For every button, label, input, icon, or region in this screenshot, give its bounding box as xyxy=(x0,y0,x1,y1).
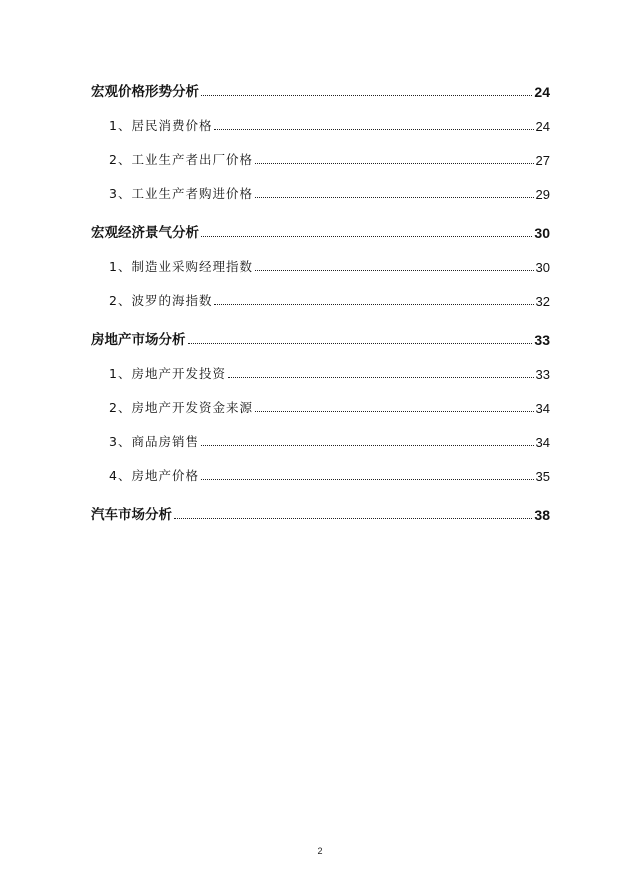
toc-entry-section[interactable] xyxy=(91,217,550,241)
toc-entry-page: 33 xyxy=(534,332,550,348)
toc-entry-title: 宏观经济景气分析 xyxy=(91,225,199,241)
dot-leader xyxy=(201,235,532,237)
dot-leader xyxy=(228,376,534,378)
dot-leader xyxy=(255,269,534,271)
toc-entry-section[interactable] xyxy=(91,499,550,523)
toc-entry-title: 1、房地产开发投资 xyxy=(109,366,226,381)
toc-entry-subsection[interactable] xyxy=(91,460,550,484)
toc-entry-subsection[interactable] xyxy=(91,178,550,202)
toc-entry-subsection[interactable] xyxy=(91,392,550,416)
toc-entry-title: 3、商品房销售 xyxy=(109,434,199,449)
toc-entry-page: 35 xyxy=(535,469,550,484)
dot-leader xyxy=(255,162,534,164)
dot-leader xyxy=(174,517,532,519)
toc-entry-page: 38 xyxy=(534,507,550,523)
toc-entry-title: 2、工业生产者出厂价格 xyxy=(109,152,253,167)
toc-entry-page: 24 xyxy=(534,84,550,100)
toc-entry-page: 34 xyxy=(535,435,550,450)
toc-entry-subsection[interactable] xyxy=(91,426,550,450)
toc-entry-title: 宏观价格形势分析 xyxy=(91,84,199,100)
toc-entry-title: 3、工业生产者购进价格 xyxy=(109,186,253,201)
dot-leader xyxy=(214,303,533,305)
toc-entry-subsection[interactable] xyxy=(91,110,550,134)
toc-entry-title: 2、房地产开发资金来源 xyxy=(109,400,253,415)
dot-leader xyxy=(201,478,534,480)
toc-entry-title: 4、房地产价格 xyxy=(109,468,199,483)
toc-entry-title: 房地产市场分析 xyxy=(91,332,186,348)
toc-entry-subsection[interactable] xyxy=(91,358,550,382)
toc-entry-page: 30 xyxy=(534,225,550,241)
dot-leader xyxy=(188,342,533,344)
toc-entry-section[interactable] xyxy=(91,324,550,348)
toc-entry-page: 24 xyxy=(535,119,550,134)
toc-entry-page: 30 xyxy=(535,260,550,275)
dot-leader xyxy=(255,410,534,412)
dot-leader xyxy=(214,128,533,130)
page-number: 2 xyxy=(317,846,323,856)
toc-entry-title: 1、居民消费价格 xyxy=(109,118,213,133)
toc-entry-subsection[interactable] xyxy=(91,144,550,168)
toc-entry-subsection[interactable] xyxy=(91,285,550,309)
toc-entry-page: 33 xyxy=(535,367,550,382)
toc-entry-title: 2、波罗的海指数 xyxy=(109,293,213,308)
dot-leader xyxy=(255,196,534,198)
toc-entry-page: 34 xyxy=(535,401,550,416)
toc-entry-page: 29 xyxy=(535,187,550,202)
toc-entry-title: 汽车市场分析 xyxy=(91,507,172,523)
toc-entry-subsection[interactable] xyxy=(91,251,550,275)
table-of-contents xyxy=(91,76,550,533)
toc-entry-page: 27 xyxy=(535,153,550,168)
toc-entry-section[interactable] xyxy=(91,76,550,100)
dot-leader xyxy=(201,444,534,446)
toc-entry-title: 1、制造业采购经理指数 xyxy=(109,259,253,274)
dot-leader xyxy=(201,94,532,96)
toc-entry-page: 32 xyxy=(535,294,550,309)
